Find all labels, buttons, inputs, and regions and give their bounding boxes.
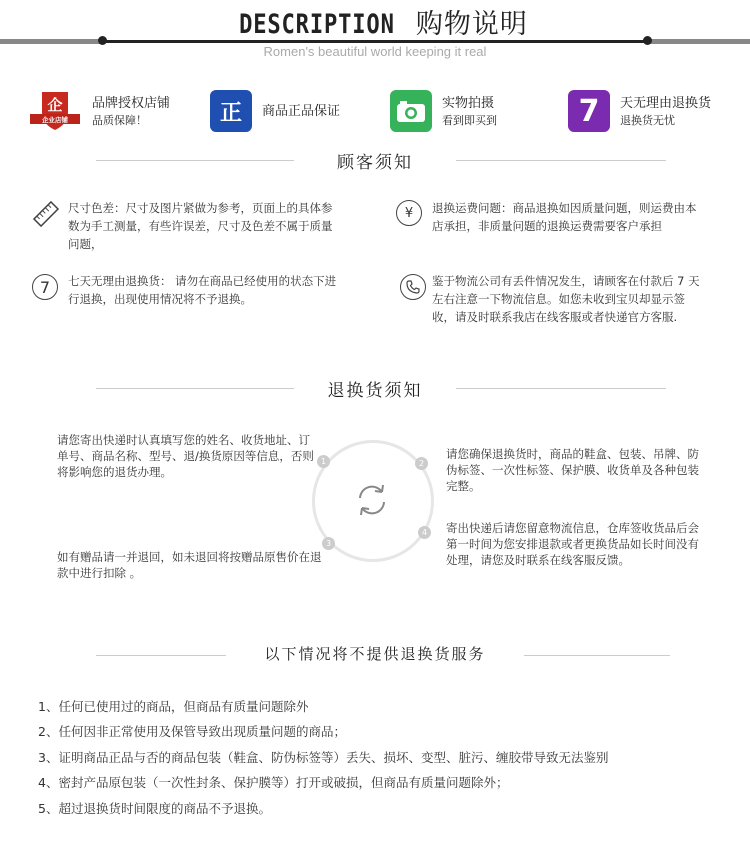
list-item: 5、超过退换货时间限度的商品不予退换。 bbox=[38, 801, 271, 816]
notice-item-size: 尺寸色差：尺寸及图片紧做为参考，页面上的具体参数为手工测量，有些许误差，尺寸及色差不属于质量问题， bbox=[68, 201, 333, 251]
svg-text:企业店铺: 企业店铺 bbox=[42, 116, 68, 124]
notice-item-logistics: 鉴于物流公司有丢件情况发生，请顾客在付款后 7 天左右注意一下物流信息。如您未收到宝贝却显示签收，请及时联系我店在线客服或者快递官方客服. bbox=[432, 274, 700, 324]
page-title bbox=[0, 2, 750, 41]
list-item: 1、任何已使用过的商品，但商品有质量问题除外 bbox=[38, 699, 309, 714]
step-number: 1 bbox=[317, 455, 330, 468]
section-divider bbox=[96, 388, 294, 389]
genuine-icon: 正 bbox=[210, 90, 252, 132]
page-subtitle: Romen's beautiful world keeping it real bbox=[263, 44, 487, 59]
notice-item-shipping-fee: 退换运费问题：商品退换如因质量问题，则运费由本店承担，非质量问题的退换运费需要客户承担 bbox=[432, 201, 697, 233]
badge-real-photo bbox=[390, 87, 497, 135]
badge-title: 实物拍摄 bbox=[442, 95, 495, 111]
exchange-title: 退换货须知 bbox=[327, 381, 423, 401]
svg-text:企: 企 bbox=[47, 96, 63, 114]
enterprise-shield-icon bbox=[28, 88, 82, 134]
list-item: 2、任何因非正常使用及保管导致出现质量问题的商品； bbox=[38, 724, 346, 739]
exchange-step-1: 请您寄出快递时认真填写您的姓名、收货地址、订单号、商品名称、型号、退/换货原因等信息，否则将影响您的退货办理。 bbox=[57, 433, 314, 479]
badge-title: 品牌授权店铺 bbox=[92, 95, 171, 111]
badge-genuine bbox=[210, 87, 340, 135]
title-cn: 购物说明 bbox=[415, 9, 528, 40]
badge-subtitle: 品质保障！ bbox=[92, 113, 147, 127]
seven-icon: 7 bbox=[32, 274, 58, 300]
list-item: 4、密封产品原包装（一次性封条、保护膜等）打开或破损，但商品有质量问题除外； bbox=[38, 775, 509, 790]
section-divider bbox=[96, 160, 294, 161]
badge-title: 商品正品保证 bbox=[262, 103, 341, 119]
step-number: 4 bbox=[418, 526, 431, 539]
badge-brand-authorized bbox=[28, 87, 170, 135]
section-divider bbox=[524, 655, 670, 656]
title-en: DESCRIPTION bbox=[239, 9, 395, 40]
exchange-step-2: 请您确保退换货时，商品的鞋盒、包装、吊牌、防伪标签、一次性标签、保护膜、收货单及各种包装完整。 bbox=[446, 447, 699, 493]
no-service-title: 以下情况将不提供退换货服务 bbox=[264, 645, 486, 663]
exchange-step-4: 寄出快递后请您留意物流信息，仓库签收货品后会第一时间为您安排退款或者更换货品如长时间没有处理，请您及时联系在线客服反馈。 bbox=[446, 521, 699, 567]
seven-days-icon: 7 bbox=[568, 90, 610, 132]
list-item: 3、证明商品正品与否的商品包装（鞋盒、防伪标签等）丢失、损坏、变型、脏污、缠胶带导致无法鉴别 bbox=[38, 750, 609, 765]
phone-icon bbox=[400, 274, 426, 300]
badge-subtitle: 退换货无忧 bbox=[620, 113, 675, 127]
badge-title: 天无理由退换货 bbox=[620, 95, 712, 111]
camera-icon bbox=[390, 90, 432, 132]
section-divider bbox=[456, 160, 666, 161]
section-divider bbox=[96, 655, 226, 656]
return-fee-icon: ¥ bbox=[396, 200, 422, 226]
badge-subtitle: 看到即买到 bbox=[442, 113, 497, 127]
notice-item-seven-days: 七天无理由退换货： 请勿在商品已经使用的状态下进行退换，出现使用情况将不予退换。 bbox=[68, 274, 337, 306]
ruler-icon bbox=[32, 200, 60, 232]
badge-seven-days bbox=[568, 87, 711, 135]
header-rule bbox=[0, 40, 750, 43]
step-number: 2 bbox=[415, 457, 428, 470]
step-number: 3 bbox=[322, 537, 335, 550]
refresh-icon bbox=[352, 482, 392, 522]
exchange-step-3: 如有赠品请一并退回，如未退回将按赠品原售价在退款中进行扣除 。 bbox=[57, 550, 322, 580]
section-divider bbox=[456, 388, 666, 389]
notice-title: 顾客须知 bbox=[337, 153, 413, 173]
